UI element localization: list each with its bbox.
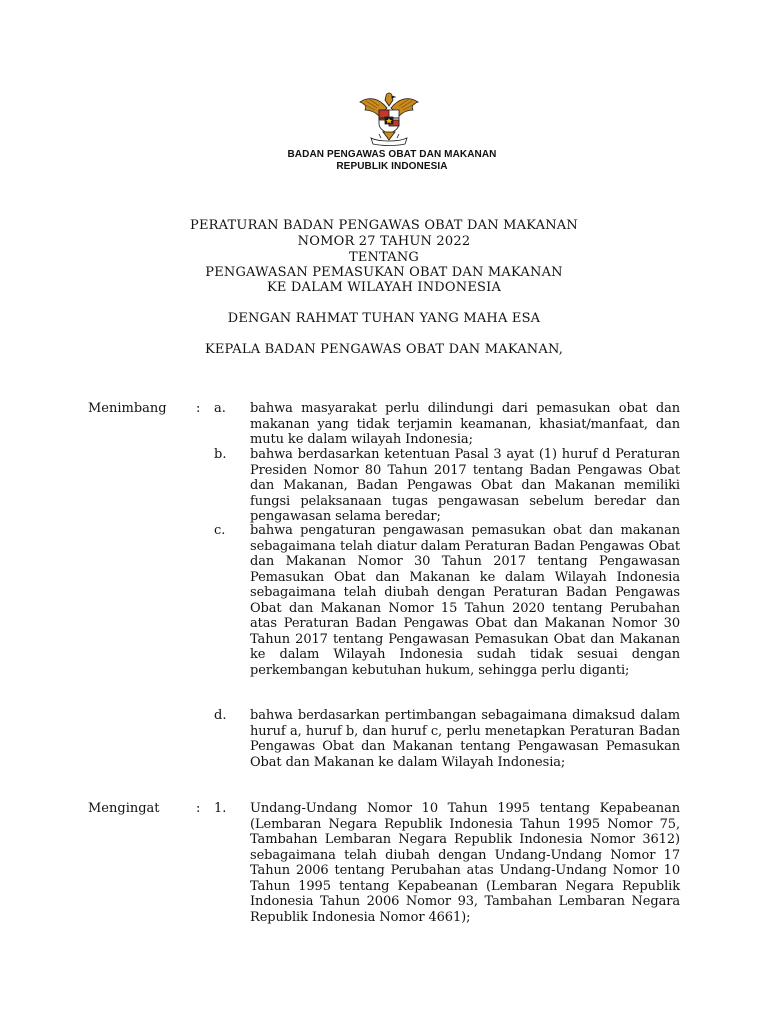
item-text: bahwa berdasarkan ketentuan Pasal 3 ayat (1) huruf d Peraturan Presiden Nomor 80 Tahun 2017 tentang Badan Pengawas Obat dan Makanan, Badan Pengawas Obat dan Makanan memiliki fungsi pelaksanaan tugas pengawasan sebelum beredar dan pengawasan selama beredar; (250, 447, 680, 524)
item-text: Undang-Undang Nomor 10 Tahun 1995 tentang Kepabeanan (Lembaran Negara Republik Indonesia Tahun 1995 Nomor 75, Tambahan Lembaran Negara Republik Indonesia Nomor 3612) sebagaimana telah diubah dengan Undang-Undang Nomor 17 Tahun 2006 tentang Perubahan atas Undang-Undang Nomor 10 Tahun 1995 tentang Kepabeanan (Lembaran Negara Republik Indonesia Tahun 2006 Nomor 93, Tambahan Lembaran Negara Republik Indonesia Nomor 4661); (250, 801, 680, 925)
issuing-authority: KEPALA BADAN PENGAWAS OBAT DAN MAKANAN, (204, 342, 564, 357)
item-text: bahwa masyarakat perlu dilindungi dari pemasukan obat dan makanan yang tidak terjamin keamanan, khasiat/manfaat, dan mutu ke dalam wilayah Indonesia; (250, 401, 680, 447)
regulation-subject-line2: KE DALAM WILAYAH INDONESIA (266, 280, 502, 295)
item-marker: 1. (214, 801, 227, 816)
item-marker: c. (214, 523, 226, 538)
regulation-number: NOMOR 27 TAHUN 2022 (297, 234, 471, 249)
item-text: bahwa berdasarkan pertimbangan sebagaimana dimaksud dalam huruf a, huruf b, dan huruf c, perlu menetapkan Peraturan Badan Pengawas Obat dan Makanan tentang Pengawasan Pemasukan Obat dan Makanan ke dalam Wilayah Indonesia; (250, 708, 680, 770)
regulation-subject-line1: PENGAWASAN PEMASUKAN OBAT DAN MAKANAN (205, 265, 563, 280)
item-marker: a. (214, 401, 226, 416)
section-colon: : (196, 801, 201, 816)
organization-country: REPUBLIK INDONESIA (336, 161, 448, 172)
item-marker: d. (214, 708, 227, 723)
blessing-phrase: DENGAN RAHMAT TUHAN YANG MAHA ESA (227, 311, 541, 326)
section-label: Mengingat (88, 801, 160, 816)
item-text: bahwa pengaturan pengawasan pemasukan obat dan makanan sebagaimana telah diatur dalam Peraturan Badan Pengawas Obat dan Makanan Nomor 30 Tahun 2017 tentang Pengawasan Pemasukan Obat dan Makanan ke dalam Wilayah Indonesia sebagaimana telah diubah dengan Peraturan Badan Pengawas Obat dan Makanan Nomor 15 Tahun 2020 tentang Perubahan atas Peraturan Badan Pengawas Obat dan Makanan Nomor 30 Tahun 2017 tentang Pengawasan Pemasukan Obat dan Makanan ke dalam Wilayah Indonesia sudah tidak sesuai dengan perkembangan kebutuhan hukum, sehingga perlu diganti; (250, 523, 680, 678)
regulation-title: PERATURAN BADAN PENGAWAS OBAT DAN MAKANAN (190, 218, 578, 233)
organization-name: BADAN PENGAWAS OBAT DAN MAKANAN (287, 149, 497, 160)
garuda-emblem-icon (357, 88, 421, 146)
section-colon: : (196, 401, 201, 416)
item-marker: b. (214, 447, 227, 462)
section-label: Menimbang (88, 401, 167, 416)
regulation-about-label: TENTANG (348, 250, 420, 265)
